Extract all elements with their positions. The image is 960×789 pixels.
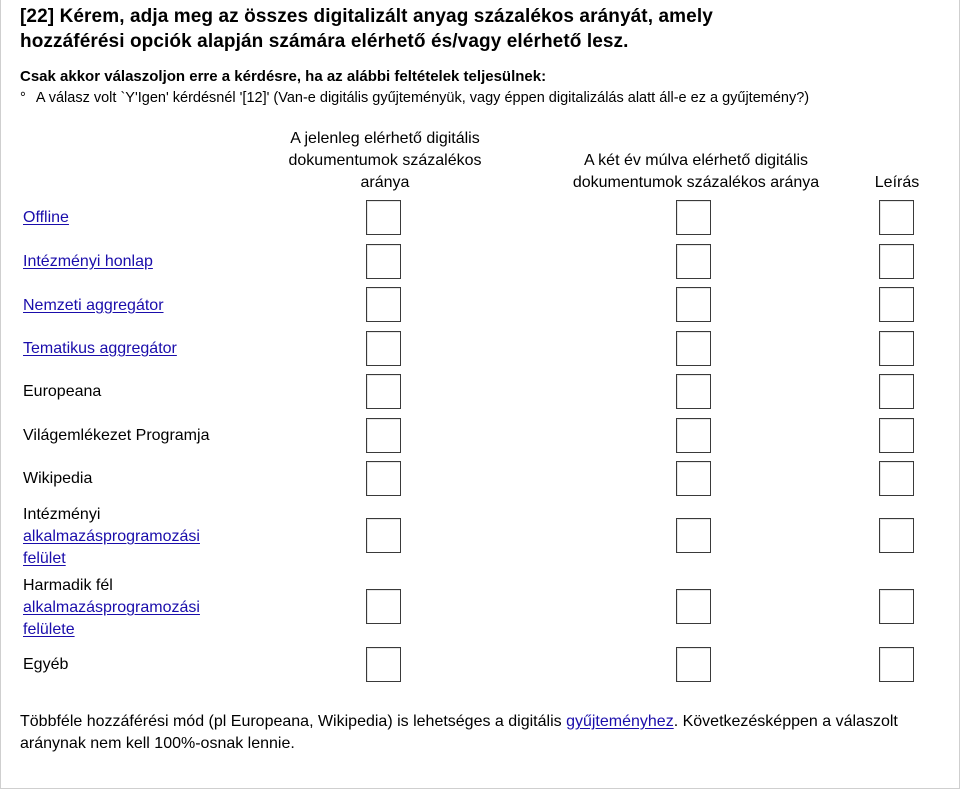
future-percent-input[interactable]: [676, 244, 711, 279]
current-percent-input[interactable]: [366, 589, 401, 624]
row-label: [23, 381, 101, 403]
row-label-line: Egyéb: [23, 656, 69, 673]
description-input[interactable]: [879, 518, 914, 553]
current-percent-input[interactable]: [366, 418, 401, 453]
column-header-current-line: aránya: [360, 174, 410, 191]
future-percent-input[interactable]: [676, 647, 711, 682]
row-label-line: [23, 548, 200, 570]
row-label-line: [23, 295, 164, 317]
description-input[interactable]: [879, 461, 914, 496]
future-percent-input[interactable]: [676, 589, 711, 624]
current-percent-input[interactable]: [366, 374, 401, 409]
current-percent-input[interactable]: [366, 647, 401, 682]
column-header-future: [546, 150, 846, 194]
future-percent-input[interactable]: [676, 331, 711, 366]
question-title-line-1: [22] Kérem, adja meg az összes digitalizált anyag százalékos arányát, amely: [20, 6, 713, 27]
row-label: [23, 425, 209, 447]
footnote-text: Többféle hozzáférési mód (pl Europeana, Wikipedia) is lehetséges a digitális: [20, 713, 567, 730]
current-percent-input[interactable]: [366, 461, 401, 496]
row-label-link[interactable]: Intézményi honlap: [23, 253, 153, 270]
row-label-line: [23, 251, 153, 273]
future-percent-input[interactable]: [676, 287, 711, 322]
row-label-line: Világemlékezet Programja: [23, 427, 210, 444]
current-percent-input[interactable]: [366, 518, 401, 553]
description-input[interactable]: [879, 374, 914, 409]
condition-bullet: °: [20, 90, 26, 106]
row-label-line: [23, 526, 200, 548]
description-input[interactable]: [879, 589, 914, 624]
condition-text: A válasz volt `Y'Igen' kérdésnél '[12]' (Van-e digitális gyűjteményük, vagy éppen digitalizálás alatt áll-e ez a gyűjtemény?): [35, 90, 810, 106]
row-label-line: Intézményi: [23, 506, 101, 523]
column-header-description: Leírás: [874, 174, 920, 191]
row-label: [23, 338, 177, 360]
future-percent-input[interactable]: [676, 461, 711, 496]
column-header-future-line: dokumentumok százalékos aránya: [572, 174, 820, 191]
footnote-text-continued: . Következésképpen a válaszolt: [673, 713, 898, 730]
row-label-line: Harmadik fél: [23, 577, 113, 594]
current-percent-input[interactable]: [366, 287, 401, 322]
row-label: [23, 207, 69, 229]
description-input[interactable]: [879, 200, 914, 235]
row-label-line: [23, 338, 177, 360]
row-label: [23, 654, 68, 676]
row-label: [23, 251, 153, 273]
condition-heading: Csak akkor válaszoljon erre a kérdésre, ha az alábbi feltételek teljesülnek:: [20, 68, 547, 85]
row-label-link[interactable]: felület: [23, 550, 66, 567]
description-input[interactable]: [879, 647, 914, 682]
column-header-current: [255, 128, 515, 194]
future-percent-input[interactable]: [676, 418, 711, 453]
future-percent-input[interactable]: [676, 518, 711, 553]
current-percent-input[interactable]: [366, 244, 401, 279]
row-label: [23, 468, 92, 490]
description-input[interactable]: [879, 418, 914, 453]
row-label-line: Europeana: [23, 383, 102, 400]
row-label-line: [23, 207, 69, 229]
row-label-line: [23, 619, 200, 641]
row-label: [23, 575, 200, 641]
row-label-link[interactable]: felülete: [23, 621, 75, 638]
row-label-link[interactable]: Offline: [23, 209, 69, 226]
column-header-current-line: dokumentumok százalékos: [288, 152, 482, 169]
row-label-line: Wikipedia: [23, 470, 93, 487]
footnote-line-2: aránynak nem kell 100%-osnak lennie.: [20, 735, 295, 752]
description-input[interactable]: [879, 244, 914, 279]
description-input[interactable]: [879, 331, 914, 366]
row-label-line: [23, 597, 200, 619]
question-title-line-2: hozzáférési opciók alapján számára elérhető és/vagy elérhető lesz.: [20, 31, 629, 52]
condition-line: [20, 88, 809, 108]
footnote-link[interactable]: gyűjteményhez: [566, 713, 674, 730]
row-label-link[interactable]: alkalmazásprogramozási: [23, 528, 200, 545]
current-percent-input[interactable]: [366, 331, 401, 366]
row-label-link[interactable]: Tematikus aggregátor: [23, 340, 177, 357]
description-input[interactable]: [879, 287, 914, 322]
future-percent-input[interactable]: [676, 374, 711, 409]
future-percent-input[interactable]: [676, 200, 711, 235]
footnote-line-1: [20, 711, 898, 733]
row-label: [23, 504, 200, 570]
column-header-current-line: A jelenleg elérhető digitális: [290, 130, 480, 147]
row-label: [23, 295, 164, 317]
row-label-link[interactable]: Nemzeti aggregátor: [23, 297, 164, 314]
row-label-link[interactable]: alkalmazásprogramozási: [23, 599, 200, 616]
current-percent-input[interactable]: [366, 200, 401, 235]
column-header-future-line: A két év múlva elérhető digitális: [583, 152, 809, 169]
